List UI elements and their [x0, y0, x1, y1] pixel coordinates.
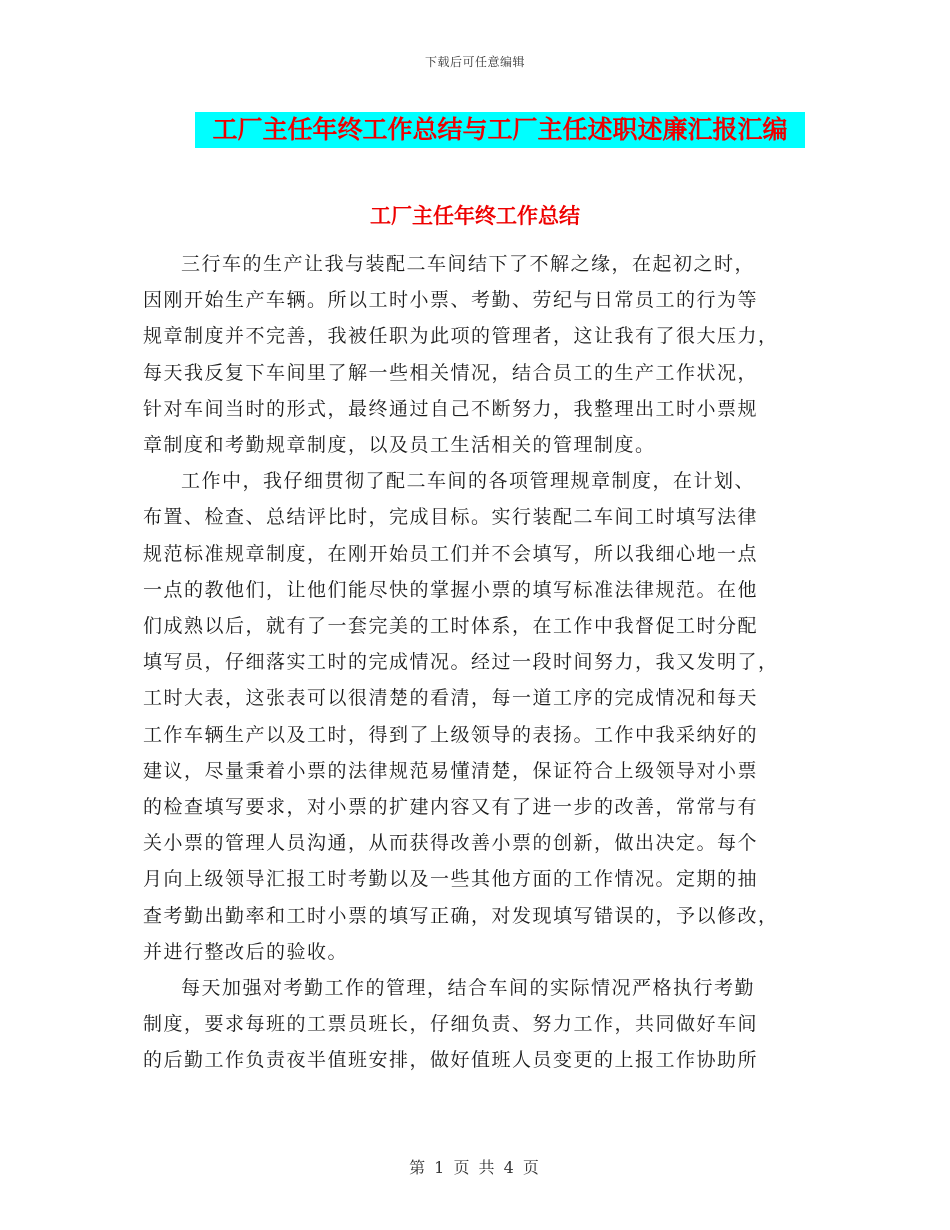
text-line: 并进行整改后的验收。 — [143, 940, 349, 963]
text-line: 月向上级领导汇报工时考勤以及一些其他方面的工作情况。定期的抽 — [143, 868, 759, 891]
text-line: 工时大表，这张表可以很清楚的看清，每一道工序的完成情况和每天 — [143, 687, 759, 710]
text-line: 工作中，我仔细贯彻了配二车间的各项管理规章制度，在计划、 — [181, 470, 756, 493]
text-line: 布置、检查、总结评比时，完成目标。实行装配二车间工时填写法律 — [143, 506, 759, 529]
text-line: 建议，尽量秉着小票的法律规范易懂清楚，保证符合上级领导对小票 — [143, 759, 759, 782]
text-line: 规章制度并不完善，我被任职为此项的管理者，这让我有了很大压力， — [143, 325, 779, 348]
main-title: 工厂主任年终工作总结与工厂主任述职述廉汇报汇编 — [212, 115, 788, 144]
text-line: 每天我反复下车间里了解一些相关情况，结合员工的生产工作状况， — [143, 361, 759, 384]
text-line: 关小票的管理人员沟通，从而获得改善小票的创新，做出决定。每个 — [143, 832, 759, 855]
section-title: 工厂主任年终工作总结 — [370, 203, 580, 228]
text-line: 的检查填写要求，对小票的扩建内容又有了进一步的改善，常常与有 — [143, 796, 759, 819]
text-line: 针对车间当时的形式，最终通过自己不断努力，我整理出工时小票规 — [143, 397, 759, 420]
text-line: 填写员，仔细落实工时的完成情况。经过一段时间努力，我又发明了， — [143, 651, 779, 674]
text-line: 章制度和考勤规章制度，以及员工生活相关的管理制度。 — [143, 434, 656, 457]
page-header-note: 下载后可任意编辑 — [424, 55, 525, 69]
text-line: 因刚开始生产车辆。所以工时小票、考勤、劳纪与日常员工的行为等 — [143, 289, 759, 312]
paragraph-3 — [143, 970, 806, 1079]
page-footer: 第 1 页 共 4 页 — [409, 1158, 541, 1177]
paragraph-1 — [143, 246, 806, 463]
body-text — [143, 246, 806, 1079]
text-line: 查考勤出勤率和工时小票的填写正确，对发现填写错误的，予以修改， — [143, 904, 779, 927]
main-title-highlight — [195, 112, 805, 148]
text-line: 们成熟以后，就有了一套完美的工时体系，在工作中我督促工时分配 — [143, 615, 759, 638]
text-line: 每天加强对考勤工作的管理，结合车间的实际情况严格执行考勤 — [181, 977, 756, 1000]
text-line: 一点的教他们，让他们能尽快的掌握小票的填写标准法律规范。在他 — [143, 578, 759, 601]
paragraph-2 — [143, 463, 806, 970]
text-line: 的后勤工作负责夜半值班安排，做好值班人员变更的上报工作协助所 — [143, 1049, 759, 1072]
text-line: 三行车的生产让我与装配二车间结下了不解之缘，在起初之时， — [181, 253, 756, 275]
text-line: 制度，要求每班的工票员班长，仔细负责、努力工作，共同做好车间 — [143, 1013, 759, 1036]
text-line: 工作车辆生产以及工时，得到了上级领导的表扬。工作中我采纳好的 — [143, 723, 759, 746]
text-line: 规范标准规章制度，在刚开始员工们并不会填写，所以我细心地一点 — [143, 542, 759, 565]
